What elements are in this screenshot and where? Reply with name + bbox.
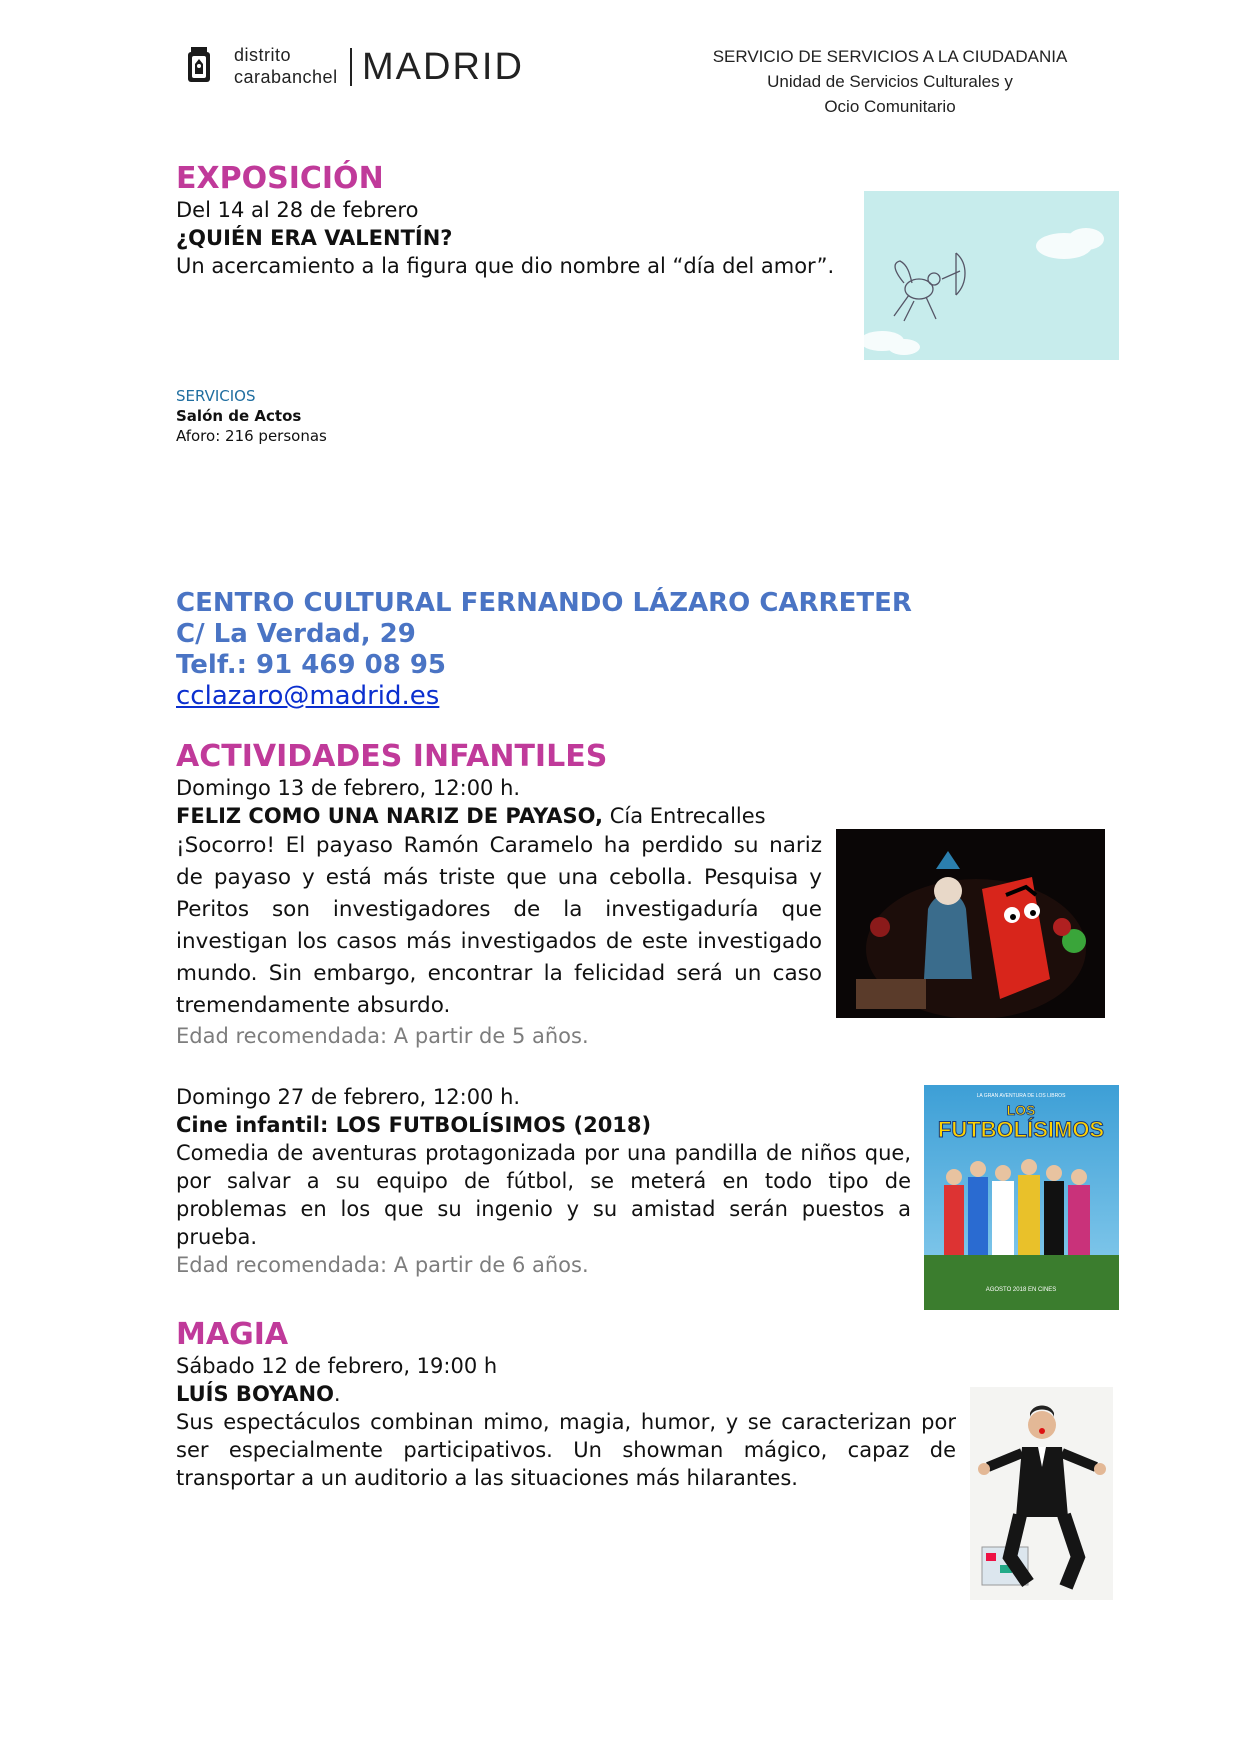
- event1-date: Domingo 13 de febrero, 12:00 h.: [176, 776, 521, 800]
- event2-date: Domingo 27 de febrero, 12:00 h.: [176, 1085, 521, 1109]
- poster-tagline: LA GRAN AVENTURA DE LOS LIBROS: [976, 1093, 1066, 1099]
- centro-email-link[interactable]: cclazaro@madrid.es: [176, 681, 440, 711]
- magia-title-suffix: .: [333, 1382, 341, 1406]
- event2-description: Comedia de aventuras protagonizada por una pandilla de niños que, por salvar a su equipo de fútbol, se meterá en todo tipo de problemas en los que su ingenio y su amistad serán puestos a prueba.: [176, 1141, 911, 1249]
- servicios-venue: Salón de Actos: [176, 407, 302, 425]
- centro-address: C/ La Verdad, 29: [176, 619, 416, 649]
- logo-district-line2: carabanchel: [234, 67, 338, 87]
- event1-description: ¡Socorro! El payaso Ramón Caramelo ha perdido su nariz de payaso y está más triste que una cebolla. Pesquisa y Peritos son investigadores de la investigaduría que investigan los casos más investigados de este investigado mundo. Sin embargo, encontrar la felicidad será un caso tremendamente absurdo.: [176, 833, 822, 1018]
- magia-heading: MAGIA: [176, 1317, 289, 1352]
- magia-title-line: [176, 1380, 956, 1408]
- exposicion-dates: Del 14 al 28 de febrero: [176, 198, 419, 222]
- event1-company: Cía Entrecalles: [603, 804, 766, 828]
- logo-city: MADRID: [362, 46, 524, 88]
- event2-title: Cine infantil: LOS FUTBOLÍSIMOS (2018): [176, 1113, 652, 1137]
- exposicion-description: Un acercamiento a la figura que dio nombre al “día del amor”.: [176, 254, 835, 278]
- event1-age: Edad recomendada: A partir de 5 años.: [176, 1024, 589, 1048]
- poster-title-line1: LOS: [1006, 1102, 1036, 1118]
- service-line1: SERVICIO DE SERVICIOS A LA CIUDADANIA: [712, 47, 1068, 66]
- cine-infantil-block: [176, 1083, 911, 1279]
- cupid-illustration: [864, 191, 1119, 360]
- servicios-label: SERVICIOS: [176, 387, 256, 405]
- servicios-block: [176, 386, 676, 446]
- infantiles-heading: ACTIVIDADES INFANTILES: [176, 739, 608, 774]
- logo-district-text: [234, 44, 338, 88]
- event2-age: Edad recomendada: A partir de 6 años.: [176, 1253, 589, 1277]
- poster-footer: AGOSTO 2018 EN CINES: [985, 1287, 1057, 1293]
- service-line2: Unidad de Servicios Culturales y: [767, 72, 1013, 91]
- clown-show-photo: [836, 829, 1105, 1018]
- event1-title: FELIZ COMO UNA NARIZ DE PAYASO,: [176, 804, 604, 828]
- district-logo: [186, 44, 524, 94]
- event1-title-line: [176, 802, 836, 830]
- exposicion-title: ¿QUIÉN ERA VALENTÍN?: [176, 226, 453, 250]
- service-header: [690, 44, 1090, 119]
- actividades-infantiles-section: [176, 740, 826, 1050]
- magician-illustration: [970, 1387, 1113, 1600]
- exposicion-heading: EXPOSICIÓN: [176, 161, 384, 196]
- madrid-crest-icon: [186, 46, 212, 86]
- service-line3: Ocio Comunitario: [824, 97, 956, 116]
- servicios-capacity: Aforo: 216 personas: [176, 427, 327, 445]
- exposicion-section: [176, 162, 846, 280]
- magician-photo: [970, 1387, 1113, 1600]
- poster-illustration: [924, 1085, 1119, 1310]
- magia-title: LUÍS BOYANO: [176, 1382, 334, 1406]
- magia-section: [176, 1318, 956, 1492]
- cupid-image: [864, 191, 1119, 360]
- logo-divider: [350, 48, 352, 86]
- magia-description: Sus espectáculos combinan mimo, magia, humor, y se caracterizan por ser especialmente participativos. Un showman mágico, capaz de transportar a un auditorio a las situaciones más hilarantes.: [176, 1410, 956, 1490]
- centro-name: CENTRO CULTURAL FERNANDO LÁZARO CARRETER: [176, 588, 912, 618]
- clown-photo-illustration: [836, 829, 1105, 1018]
- logo-district-line1: distrito: [234, 45, 292, 65]
- futbolisimos-poster: [924, 1085, 1119, 1310]
- centro-cultural-block: [176, 588, 1076, 712]
- centro-phone: Telf.: 91 469 08 95: [176, 650, 447, 680]
- poster-title-line2: FUTBOLÍSIMOS: [937, 1117, 1105, 1142]
- magia-date: Sábado 12 de febrero, 19:00 h: [176, 1354, 498, 1378]
